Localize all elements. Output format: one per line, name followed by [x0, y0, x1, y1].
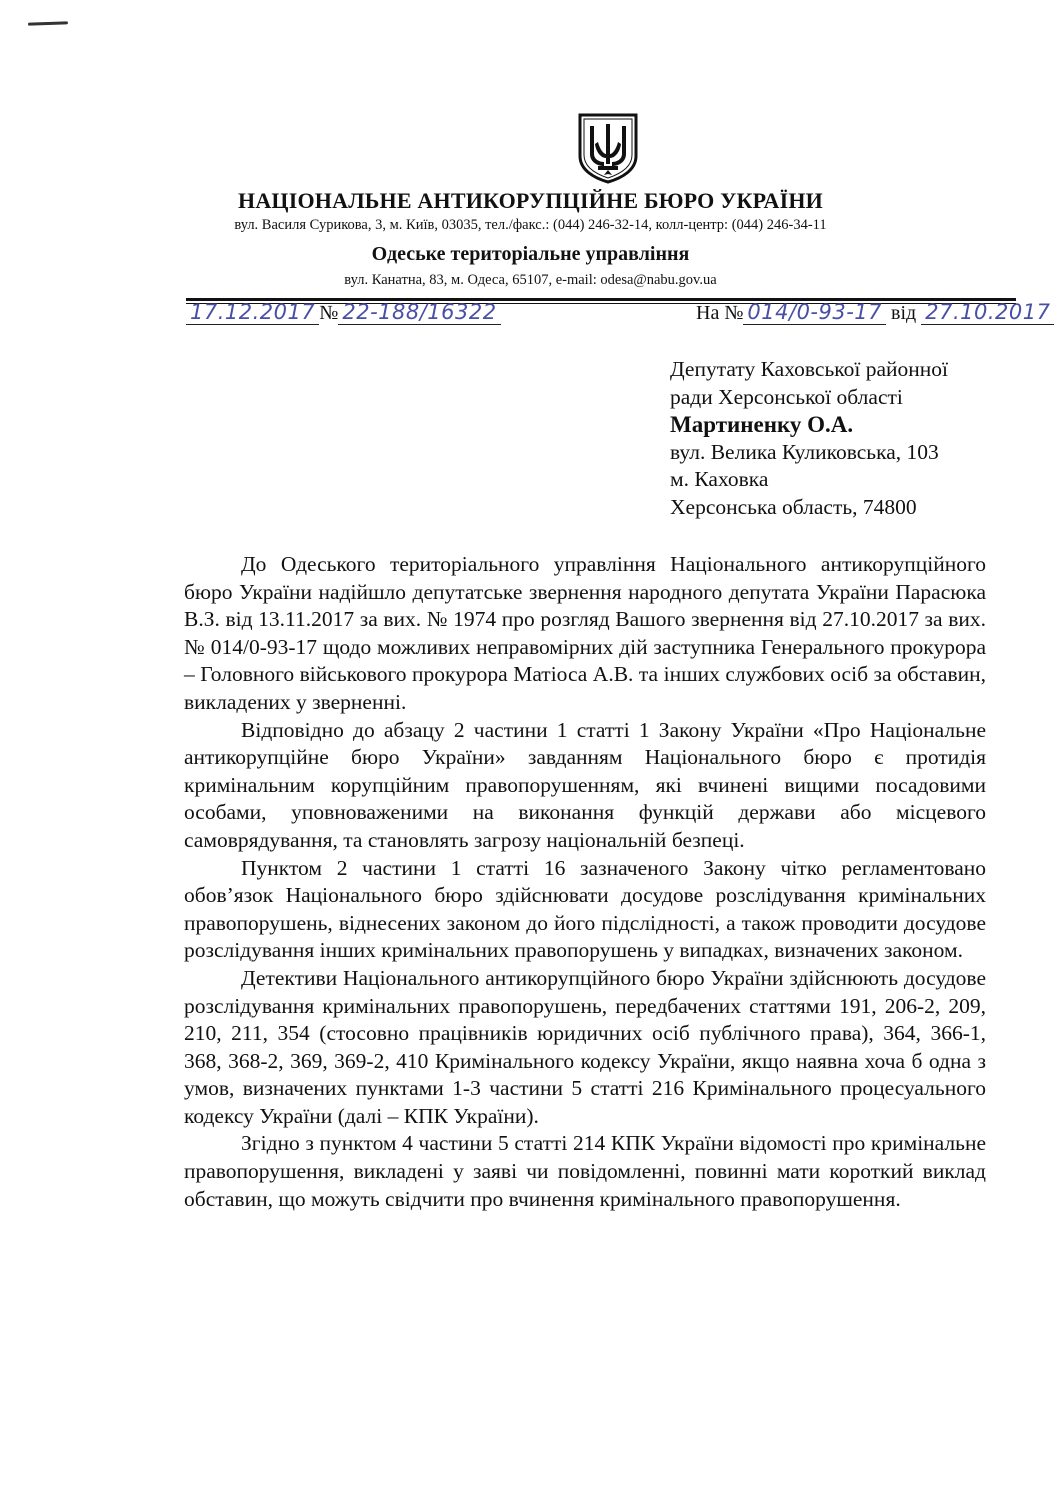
scan-mark — [28, 21, 68, 25]
organization-name: НАЦІОНАЛЬНЕ АНТИКОРУПЦІЙНЕ БЮРО УКРАЇНИ — [238, 188, 823, 213]
recipient-city: м. Каховка — [670, 467, 769, 491]
body-paragraph: Детективи Національного антикорупційного бюро України здійснюють досудове розслідування кримінальних правопорушень, передбачених статтями 191, 206-2, 209, 210, 211, 354 (стосовно працівників юридичних осіб публічного права), 364, 366-1, 368, 368-2, 369, 369-2, 410 Кримінального кодексу України, якщо наявна хоча б одна з умов, визначених пунктами 1-3 частини 5 статті 216 Кримінального процесуального кодексу України (далі – КПК України). — [184, 965, 986, 1128]
outgoing-reference — [186, 300, 501, 330]
coat-of-arms-icon — [576, 112, 640, 184]
recipient-line-1: Депутату Каховської районної — [670, 357, 948, 381]
recipient-street: вул. Велика Куликовська, 103 — [670, 439, 939, 464]
incoming-number: 014/0-93-17 — [743, 300, 886, 325]
body-paragraph: Пунктом 2 частини 1 статті 16 зазначеного Закону чітко регламентовано обов’язок Національного бюро здійснювати досудове розслідування кримінальних правопорушень, віднесених законом до його підслідності, а також проводити досудове розслідування інших кримінальних правопорушень у випадках, визначених законом. — [184, 855, 986, 963]
outgoing-number: 22-188/16322 — [338, 300, 500, 325]
recipient-region: Херсонська область, 74800 — [670, 494, 917, 519]
organization-address: вул. Василя Сурикова, 3, м. Київ, 03035, тел./факс.: (044) 246-32-14, колл-центр: (044) 246-34-11 — [234, 217, 827, 233]
from-label: від — [891, 302, 917, 324]
department-address: вул. Канатна, 83, м. Одеса, 65107, e-mail: odesa@nabu.gov.ua — [344, 272, 717, 288]
recipient-line-2: ради Херсонської області — [670, 384, 903, 409]
department-name: Одеське територіальне управління — [371, 243, 690, 265]
body-paragraph: Відповідно до абзацу 2 частини 1 статті 1 Закону України «Про Національне антикорупційне бюро України» завданням Національного бюро є протидія кримінальним корупційним правопорушенням, які вчинені вищими посадовими особами, уповноваженими на виконання функцій держави або місцевого самоврядування, та становлять загрозу національній безпеці. — [184, 717, 986, 852]
outgoing-date: 17.12.2017 — [186, 300, 319, 325]
body-paragraph: До Одеського територіального управління Національного антикорупційного бюро України надійшло депутатське звернення народного депутата України Парасюка В.З. від 13.11.2017 за вих. № 1974 про розгляд Вашого звернення від 27.10.2017 за вих. № 014/0-93-17 щодо можливих неправомірних дій заступника Генерального прокурора – Головного військового прокурора Матіоса А.В. та інших службових осіб за обставин, викладених у зверненні. — [184, 552, 986, 714]
incoming-label: На № — [696, 302, 744, 324]
letter-body — [184, 551, 986, 1213]
number-label: № — [319, 302, 339, 324]
recipient-block — [670, 356, 1010, 521]
incoming-date: 27.10.2017 — [921, 300, 1054, 325]
body-paragraph: Згідно з пунктом 4 частини 5 статті 214 КПК України відомості про кримінальне правопорушення, викладені у заяві чи повідомленні, повинні мати короткий виклад обставин, що можуть свідчити про вчинення кримінального правопорушення. — [184, 1131, 986, 1211]
recipient-name: Мартиненку О.А. — [670, 412, 854, 437]
incoming-reference — [696, 300, 1054, 330]
